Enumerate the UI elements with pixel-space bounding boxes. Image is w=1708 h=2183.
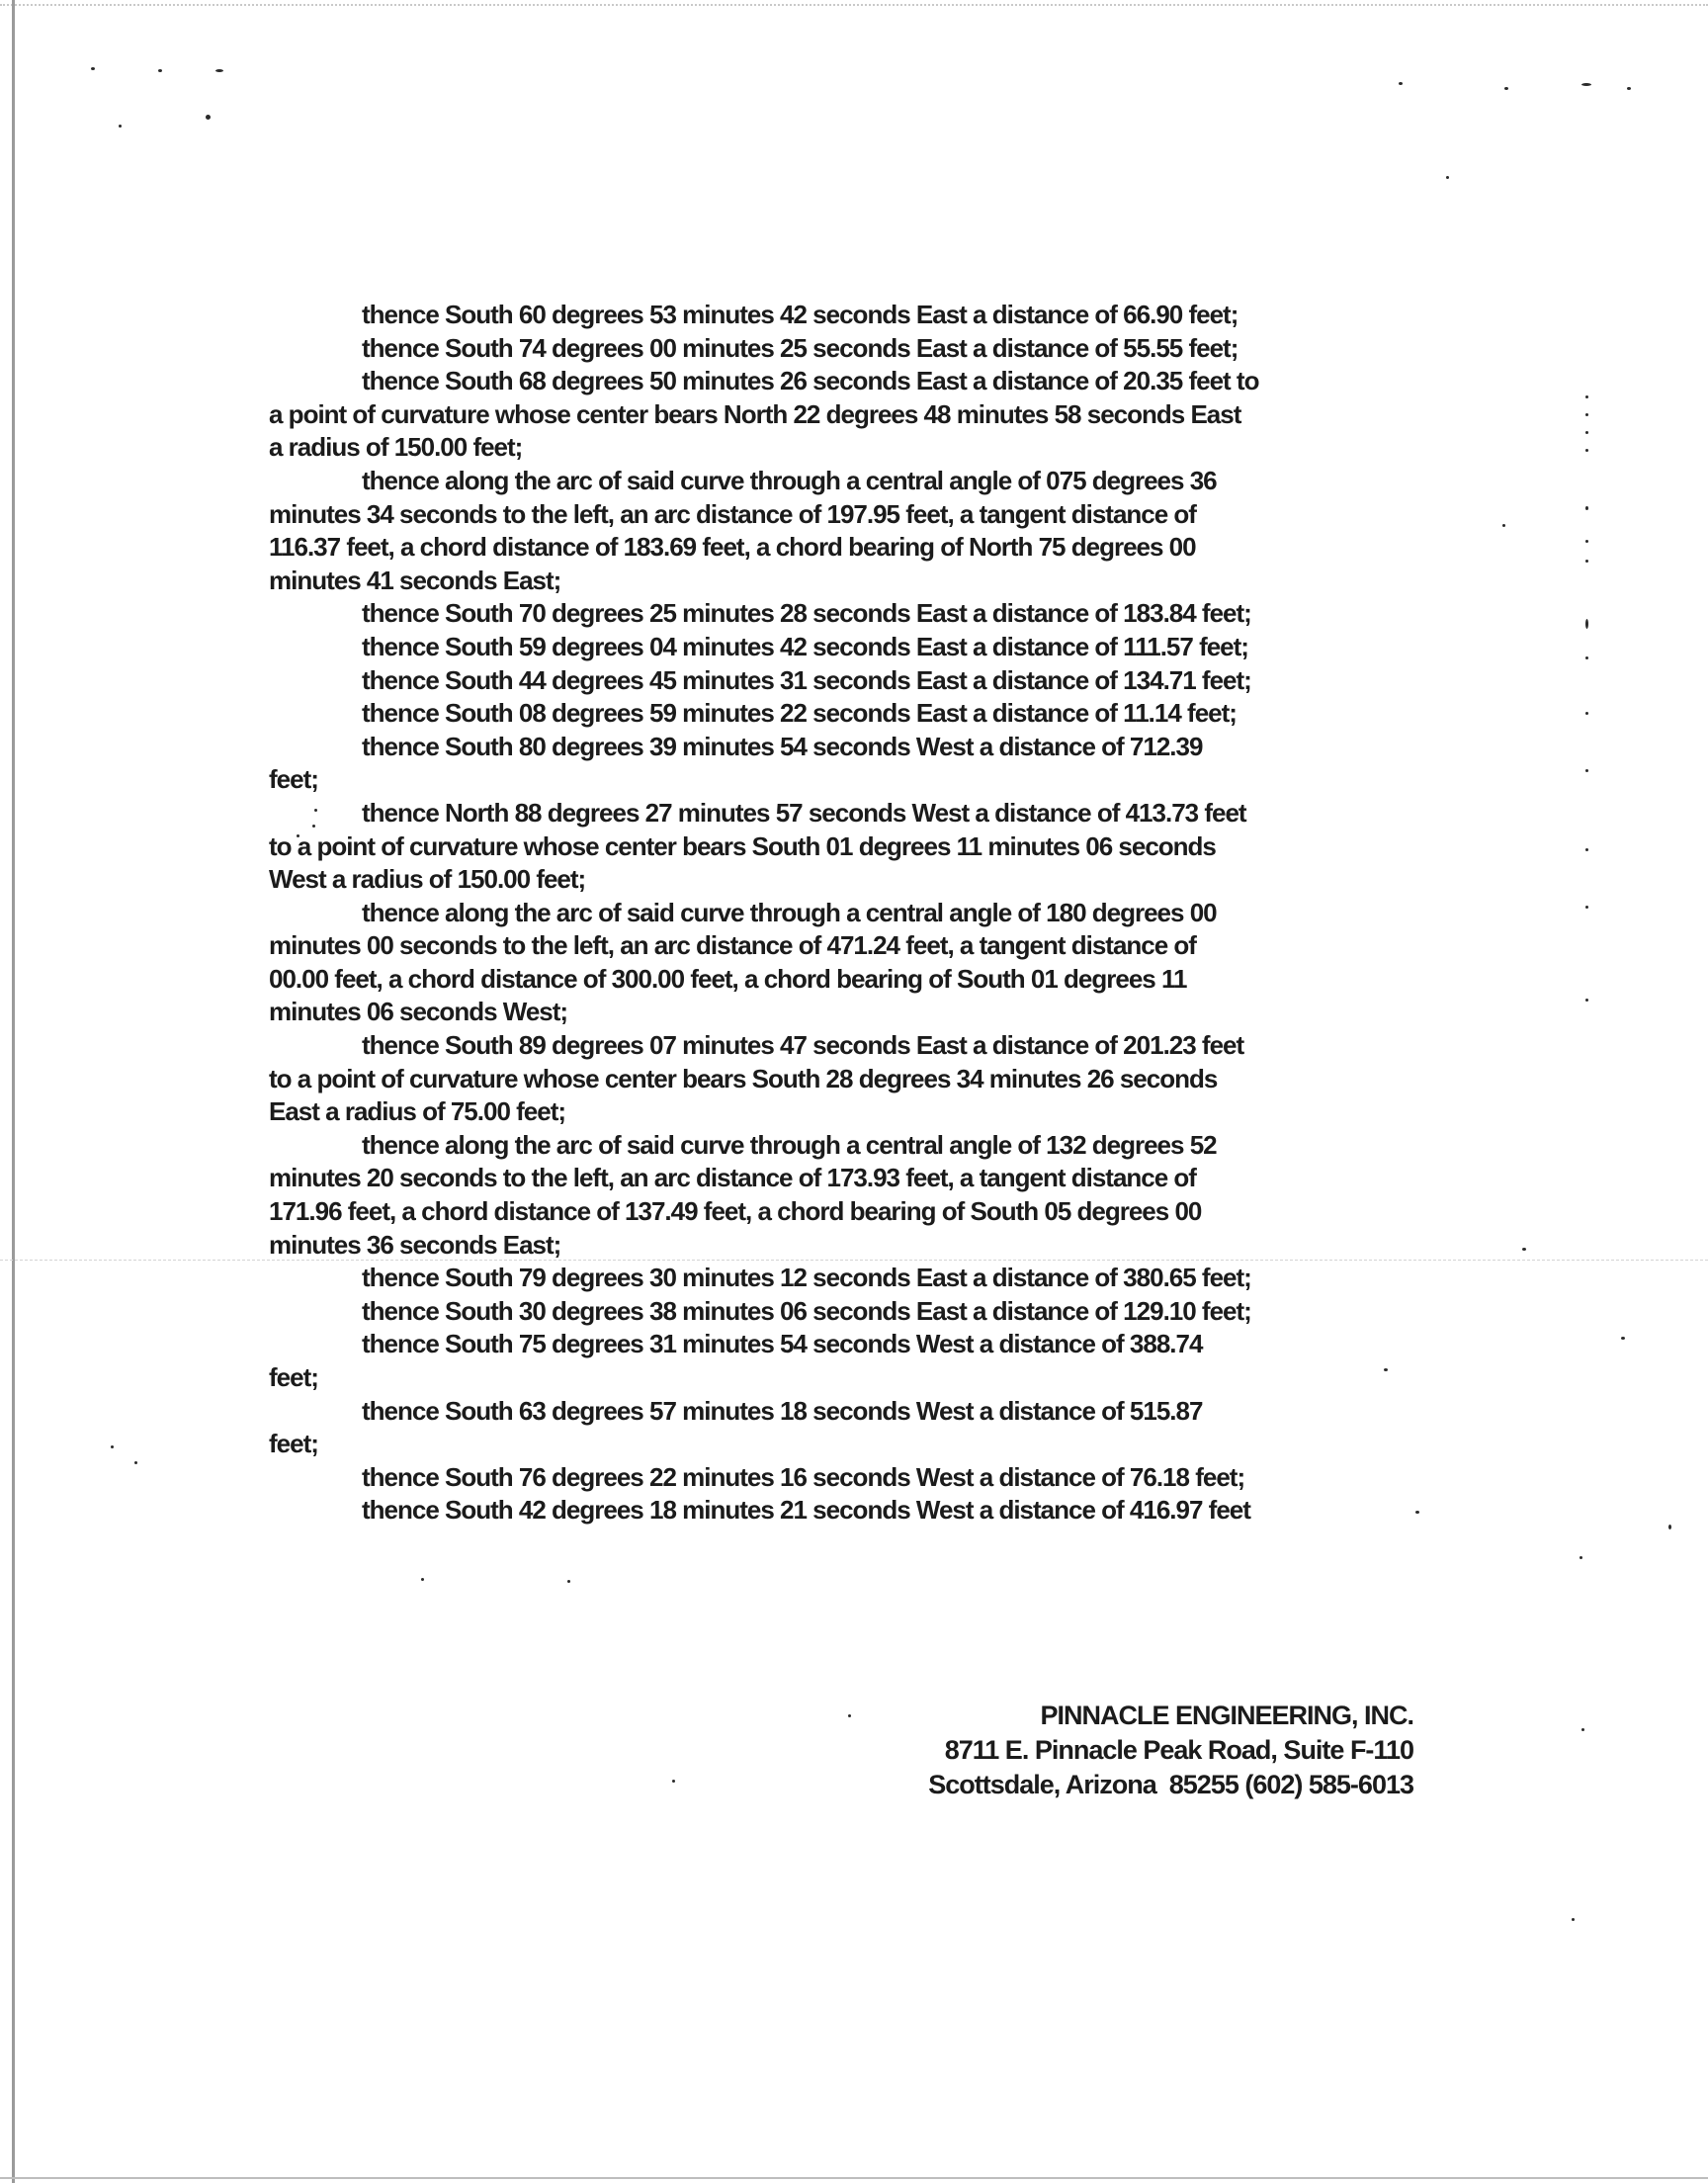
- text-line: thence South 75 degrees 31 minutes 54 seconds West a distance of 388.74: [362, 1329, 1203, 1359]
- text-line: thence South 59 degrees 04 minutes 42 seconds East a distance of 111.57 feet;: [362, 631, 1248, 661]
- text-line: thence along the arc of said curve through a central angle of 075 degrees 36: [362, 465, 1217, 495]
- text-line: thence South 42 degrees 18 minutes 21 seconds West a distance of 416.97 feet: [362, 1495, 1250, 1526]
- text-line: to a point of curvature whose center bears South 28 degrees 34 minutes 26 seconds: [269, 1063, 1218, 1093]
- text-line: 116.37 feet, a chord distance of 183.69 feet, a chord bearing of North 75 degrees 00: [269, 532, 1196, 563]
- company-city-phone: Scottsdale, Arizona 85255 (602) 585-6013: [928, 1770, 1413, 1799]
- text-line: to a point of curvature whose center bears South 01 degrees 11 minutes 06 seconds: [269, 830, 1216, 861]
- text-line: minutes 06 seconds West;: [269, 997, 568, 1027]
- text-line: thence North 88 degrees 27 minutes 57 seconds West a distance of 413.73 feet: [362, 797, 1246, 828]
- text-line: feet;: [269, 1429, 318, 1459]
- text-line: thence South 89 degrees 07 minutes 47 seconds East a distance of 201.23 feet: [362, 1030, 1244, 1061]
- text-line: thence South 44 degrees 45 minutes 31 seconds East a distance of 134.71 feet;: [362, 664, 1251, 695]
- scan-left-edge: [12, 0, 15, 2183]
- text-line: minutes 34 seconds to the left, an arc distance of 197.95 feet, a tangent distance of: [269, 498, 1196, 529]
- company-name: PINNACLE ENGINEERING, INC.: [1040, 1701, 1413, 1730]
- company-address: 8711 E. Pinnacle Peak Road, Suite F-110: [944, 1735, 1413, 1765]
- text-line: feet;: [269, 1362, 318, 1392]
- text-line: thence South 76 degrees 22 minutes 16 seconds West a distance of 76.18 feet;: [362, 1461, 1245, 1492]
- scan-top-edge: [0, 4, 1708, 6]
- text-line: 00.00 feet, a chord distance of 300.00 feet, a chord bearing of South 01 degrees 11: [269, 963, 1187, 994]
- text-line: thence South 60 degrees 53 minutes 42 seconds East a distance of 66.90 feet;: [362, 300, 1238, 329]
- text-line: thence South 80 degrees 39 minutes 54 seconds West a distance of 712.39: [362, 731, 1203, 761]
- text-line: thence along the arc of said curve through a central angle of 180 degrees 00: [362, 897, 1217, 927]
- text-line: thence South 08 degrees 59 minutes 22 seconds East a distance of 11.14 feet;: [362, 698, 1237, 729]
- company-signature-block: [811, 1699, 1413, 1802]
- text-line: a radius of 150.00 feet;: [269, 432, 523, 463]
- text-line: thence along the arc of said curve through a central angle of 132 degrees 52: [362, 1129, 1217, 1160]
- text-line: 171.96 feet, a chord distance of 137.49 feet, a chord bearing of South 05 degrees 00: [269, 1196, 1202, 1227]
- text-line: a point of curvature whose center bears North 22 degrees 48 minutes 58 seconds East: [269, 398, 1241, 429]
- text-line: West a radius of 150.00 feet;: [269, 864, 586, 895]
- text-line: minutes 20 seconds to the left, an arc distance of 173.93 feet, a tangent distance of: [269, 1163, 1196, 1193]
- text-line: thence South 30 degrees 38 minutes 06 seconds East a distance of 129.10 feet;: [362, 1295, 1251, 1326]
- text-line: thence South 79 degrees 30 minutes 12 seconds East a distance of 380.65 feet;: [362, 1263, 1251, 1293]
- text-line: thence South 63 degrees 57 minutes 18 seconds West a distance of 515.87: [362, 1395, 1203, 1426]
- legal-description-body: [269, 299, 1435, 1528]
- text-line: thence South 74 degrees 00 minutes 25 seconds East a distance of 55.55 feet;: [362, 332, 1238, 363]
- text-line: minutes 41 seconds East;: [269, 565, 561, 595]
- text-line: thence South 70 degrees 25 minutes 28 seconds East a distance of 183.84 feet;: [362, 598, 1251, 629]
- text-line: minutes 36 seconds East;: [269, 1229, 561, 1260]
- text-line: feet;: [269, 764, 318, 795]
- text-line: thence South 68 degrees 50 minutes 26 seconds East a distance of 20.35 feet to: [362, 366, 1259, 396]
- text-line: minutes 00 seconds to the left, an arc distance of 471.24 feet, a tangent distance of: [269, 930, 1196, 961]
- text-line: East a radius of 75.00 feet;: [269, 1096, 566, 1127]
- scan-bottom-edge: [0, 2177, 1708, 2179]
